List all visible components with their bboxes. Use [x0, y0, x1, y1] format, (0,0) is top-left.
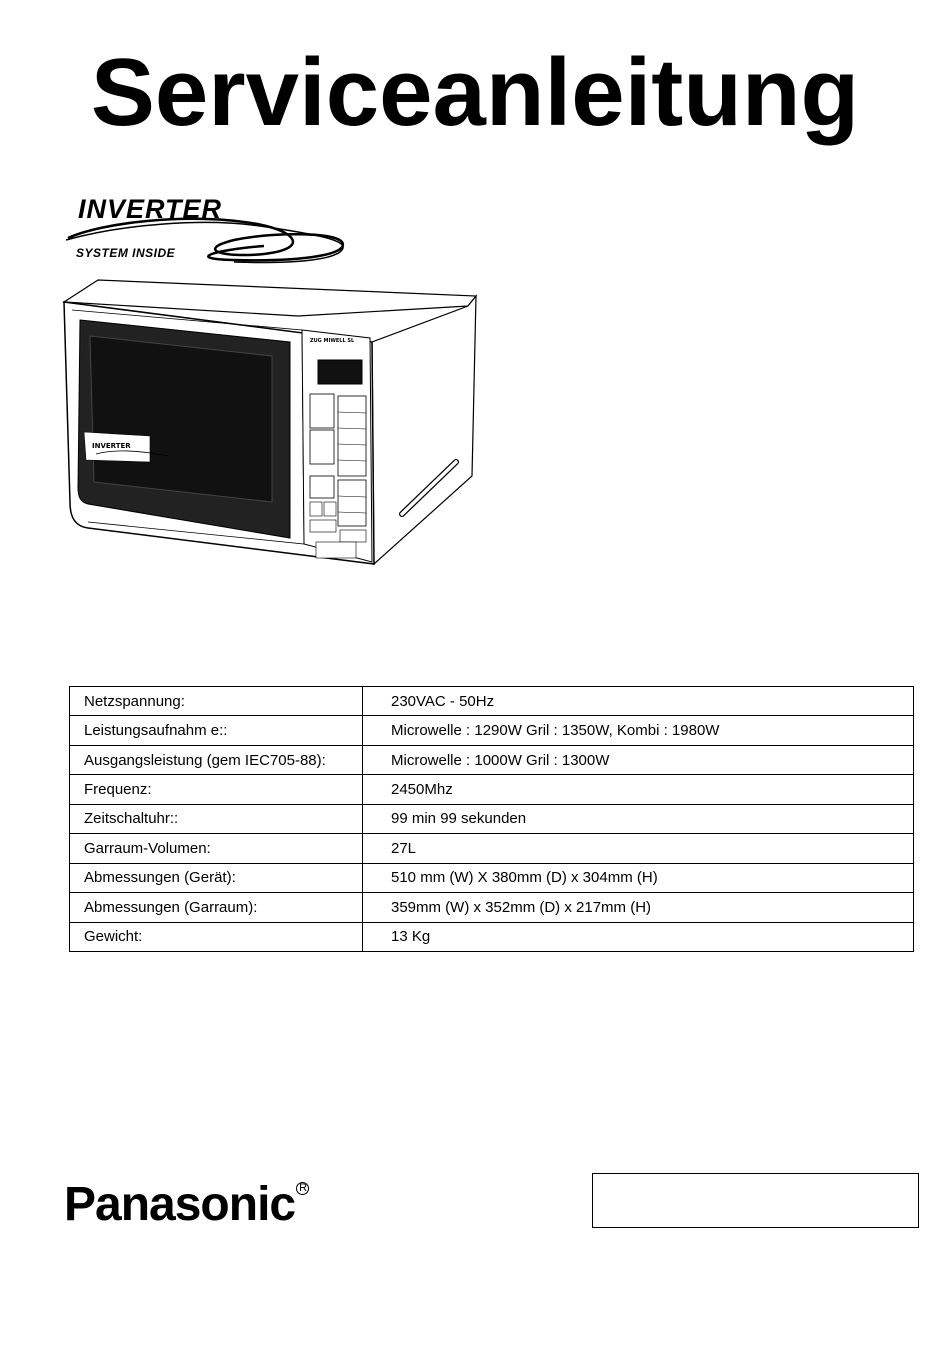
spec-label: Abmessungen (Garraum):	[70, 893, 363, 922]
specifications-table	[69, 686, 914, 952]
spec-row	[70, 804, 914, 833]
spec-row	[70, 716, 914, 745]
order-number-box	[592, 1173, 919, 1228]
spec-label: Gewicht:	[70, 922, 363, 952]
spec-value: Microwelle : 1290W Gril : 1350W, Kombi : 1980W	[363, 716, 914, 745]
spec-value: 27L	[363, 834, 914, 863]
svg-text:ZUG MIWELL SL: ZUG MIWELL SL	[310, 338, 355, 344]
spec-value: 510 mm (W) X 380mm (D) x 304mm (H)	[363, 863, 914, 892]
spec-value: 2450Mhz	[363, 775, 914, 804]
spec-row	[70, 922, 914, 952]
spec-label: Zeitschaltuhr::	[70, 804, 363, 833]
brand-name: Panasonic	[64, 1178, 296, 1231]
spec-label: Ausgangsleistung (gem IEC705-88):	[70, 745, 363, 774]
microwave-icon	[58, 276, 480, 568]
inverter-logo	[64, 192, 354, 268]
spec-label: Abmessungen (Gerät):	[70, 863, 363, 892]
spec-value: Microwelle : 1000W Gril : 1300W	[363, 745, 914, 774]
svg-text:INVERTER: INVERTER	[92, 442, 131, 450]
spec-label: Frequenz:	[70, 775, 363, 804]
spec-row	[70, 863, 914, 892]
microwave-oven-illustration	[58, 276, 480, 568]
panasonic-logo	[64, 1180, 308, 1230]
spec-row	[70, 745, 914, 774]
spec-row	[70, 893, 914, 922]
registered-mark: R	[296, 1182, 309, 1195]
spec-value: 230VAC - 50Hz	[363, 687, 914, 716]
spec-label: Netzspannung:	[70, 687, 363, 716]
spec-row	[70, 834, 914, 863]
spec-value: 359mm (W) x 352mm (D) x 217mm (H)	[363, 893, 914, 922]
page-title: Serviceanleitung	[90, 39, 860, 146]
spec-value: 13 Kg	[363, 922, 914, 952]
spec-row	[70, 775, 914, 804]
spec-row	[70, 687, 914, 716]
spec-value: 99 min 99 sekunden	[363, 804, 914, 833]
inverter-tagline: SYSTEM INSIDE	[76, 246, 176, 260]
inverter-wordmark: INVERTER	[78, 194, 223, 224]
spec-label: Garraum-Volumen:	[70, 834, 363, 863]
spec-label: Leistungsaufnahm e::	[70, 716, 363, 745]
